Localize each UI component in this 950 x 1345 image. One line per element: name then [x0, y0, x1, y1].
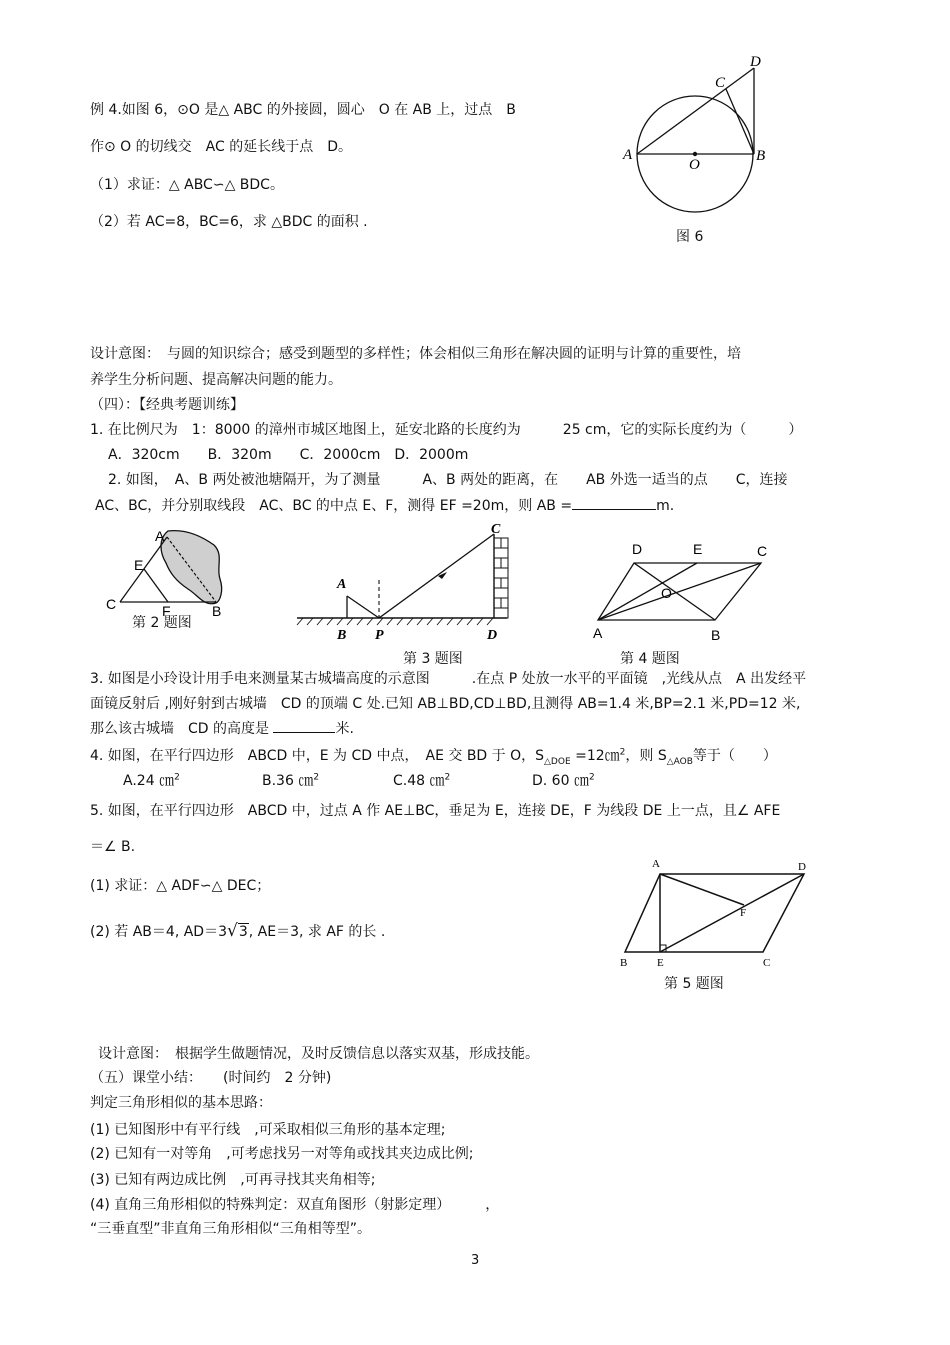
figure-3-mirror-diagram: [295, 522, 525, 644]
summary-last-line: “三垂直型”非直角三角形相似“三角相等型”。: [90, 1221, 372, 1237]
problem-5-question1: (1) 求证：△ ADF∽△ DEC；: [90, 878, 271, 894]
fig4-label-B: B: [711, 627, 721, 643]
problem-4-text-part1: 4. 如图，在平行四边形 ABCD 中，E 为 CD 中点， AE 交 BD 于 O，S: [90, 748, 545, 764]
figure-3-caption: 第 3 题图: [403, 651, 463, 667]
figure-5-caption: 第 5 题图: [664, 976, 724, 992]
problem-2-line1: 2. 如图， A、B 两处被池塘隔开，为了测量 A、B 两处的距离，在 AB 外选一适当的点 C，连接: [108, 472, 788, 488]
problem-2-line2-text: AC、BC，并分别取线段 AC、BC 的中点 E、F，测得 EF =20m，则 AB =: [95, 498, 573, 514]
summary-item-4: (4) 直角三角形相似的特殊判定：双直角图形（射影定理） ，: [90, 1197, 500, 1213]
problem-3-line3-text: 那么该古城墙 CD 的高度是: [90, 721, 270, 737]
figure-4-parallelogram-diagram: [585, 535, 785, 645]
problem-5-line2: ＝∠ B.: [90, 839, 136, 855]
fig6-label-A: A: [623, 147, 633, 163]
problem-4-option-b-exp: 2: [313, 772, 320, 783]
problem-4-option-c: [393, 771, 450, 790]
fig2-label-C: C: [106, 596, 117, 612]
fig2-label-F: F: [162, 603, 171, 619]
figure-6-circle-diagram: [615, 50, 775, 225]
fig2-label-A: A: [155, 528, 165, 544]
design-intent-1-line2: 养学生分析问题、提高解决问题的能力。: [90, 372, 342, 388]
fig3-label-C: C: [491, 522, 501, 537]
fig5-label-D: D: [798, 861, 806, 873]
example4-line2: 作⊙ O 的切线交 AC 的延长线于点 D。: [90, 139, 352, 155]
problem-4-text: [90, 746, 777, 765]
figure-6-caption: 图 6: [676, 229, 704, 245]
figure-4-caption: 第 4 题图: [620, 651, 680, 667]
summary-title: 判定三角形相似的基本思路：: [90, 1095, 272, 1111]
fig6-label-D: D: [750, 54, 761, 70]
problem-4-option-c-value: C.48: [393, 773, 426, 789]
problem-4-option-b-value: B.36: [262, 773, 294, 789]
problem-4-unit: ㎝: [604, 746, 620, 764]
problem-4-text-part2: =12: [575, 748, 605, 764]
problem-4-option-a-exp: 2: [174, 772, 180, 783]
problem-4-text-part4: 等于（ ）: [692, 748, 777, 764]
problem-4-option-d-value: D. 60: [532, 773, 570, 789]
problem-4-option-b-unit: ㎝: [298, 771, 314, 789]
fig5-label-A: A: [652, 858, 660, 870]
summary-item-1: (1) 已知图形中有平行线 ,可采取相似三角形的基本定理;: [90, 1122, 446, 1138]
page-number: 3: [471, 1253, 480, 1268]
problem-5-question2-text: (2) 若 AB＝4, AD＝3: [90, 924, 227, 940]
fig5-label-C: C: [763, 957, 771, 969]
problem-4-option-c-exp: 2: [444, 772, 451, 783]
problem-3-line1: 3. 如图是小玲设计用手电来测量某古城墙高度的示意图 .在点 P 处放一水平的平面镜 ,光线从点 A 出发经平: [90, 671, 807, 687]
problem-3-unit: 米.: [335, 721, 354, 737]
fig3-label-D: D: [487, 628, 498, 643]
problem-4-option-d-unit: ㎝: [573, 771, 589, 789]
fig5-label-B: B: [620, 957, 628, 969]
fig2-label-E: E: [134, 557, 144, 573]
design-intent-1-line1: 设计意图： 与圆的知识综合；感受到题型的多样性；体会相似三角形在解决圆的证明与计算的重要性，培: [90, 346, 741, 362]
problem-4-unit-exp: 2: [619, 747, 626, 758]
fig4-label-D: D: [632, 541, 643, 557]
section-5-heading: （五）课堂小结： (时间约 2 分钟): [90, 1070, 332, 1086]
fig4-label-C: C: [757, 543, 768, 559]
problem-4-sub-doe: △DOE: [544, 756, 571, 767]
problem-3-line3: [90, 720, 354, 738]
problem-4-option-c-unit: ㎝: [429, 771, 445, 789]
problem-4-option-a: [123, 771, 180, 790]
problem-4-option-b: [262, 771, 319, 790]
section-4-heading: （四）：【经典考题训练】: [90, 397, 244, 413]
problem-2-line2: [95, 497, 674, 515]
fig6-label-O: O: [689, 157, 700, 173]
summary-item-3: (3) 已知有两边成比例 ,可再寻找其夹角相等;: [90, 1172, 376, 1188]
fig3-label-B: B: [337, 628, 347, 643]
problem-4-option-d-exp: 2: [588, 772, 595, 783]
problem-3-answer-blank: [273, 732, 335, 733]
problem-3-line2: 面镜反射后 ,刚好射到古城墙 CD 的顶端 C 处.已知 AB⊥BD,CD⊥BD,且测得 AB=1.4 米,BP=2.1 米,PD=12 米,: [90, 696, 801, 712]
example4-question1: （1）求证：△ ABC∽△ BDC。: [90, 177, 284, 193]
problem-1-options: A．320cm B．320m C．2000cm D．2000m: [108, 447, 469, 463]
problem-5-question2-rest: , AE＝3, 求 AF 的长 .: [248, 924, 386, 940]
fig5-label-E: E: [657, 957, 664, 969]
figure-5-parallelogram-diagram: [612, 852, 812, 970]
fig4-label-A: A: [593, 625, 603, 641]
fig3-label-A: A: [337, 577, 347, 592]
design-intent-2: 设计意图： 根据学生做题情况，及时反馈信息以落实双基，形成技能。: [98, 1046, 539, 1062]
figure-2-caption: 第 2 题图: [132, 615, 192, 631]
problem-4-sub-aob: △AOB: [666, 756, 693, 767]
sqrt-symbol: √: [227, 921, 238, 941]
problem-5-question2: [90, 922, 385, 941]
fig3-label-P: P: [375, 628, 384, 643]
problem-4-option-a-value: A.24: [123, 773, 155, 789]
problem-2-answer-blank: [572, 509, 656, 510]
fig4-label-O: O: [661, 585, 672, 601]
sqrt-radicand: 3: [238, 924, 248, 940]
problem-5-line1: 5. 如图，在平行四边形 ABCD 中，过点 A 作 AE⊥BC，垂足为 E，连接 DE，F 为线段 DE 上一点，且∠ AFE: [90, 803, 781, 819]
fig5-label-F: F: [740, 907, 747, 919]
example4-line1: 例 4.如图 6，⊙O 是△ ABC 的外接圆，圆心 O 在 AB 上，过点 B: [90, 102, 516, 118]
fig4-label-E: E: [693, 541, 703, 557]
problem-1-text: 1. 在比例尺为 1：8000 的漳州市城区地图上，延安北路的长度约为 25 cm，它的实际长度约为（ ）: [90, 422, 803, 438]
fig6-label-B: B: [756, 148, 766, 164]
fig2-label-B: B: [212, 603, 222, 619]
summary-item-2: (2) 已知有一对等角 ,可考虑找另一对等角或找其夹边成比例;: [90, 1146, 474, 1162]
problem-4-option-d: [532, 771, 595, 790]
problem-2-unit: m.: [656, 498, 675, 514]
fig6-label-C: C: [715, 75, 726, 91]
problem-4-option-a-unit: ㎝: [159, 771, 175, 789]
example4-question2: （2）若 AC=8，BC=6，求 △BDC 的面积 .: [90, 214, 368, 230]
problem-4-text-part3: ，则 S: [625, 748, 667, 764]
figure-2-pond-diagram: [100, 525, 230, 625]
